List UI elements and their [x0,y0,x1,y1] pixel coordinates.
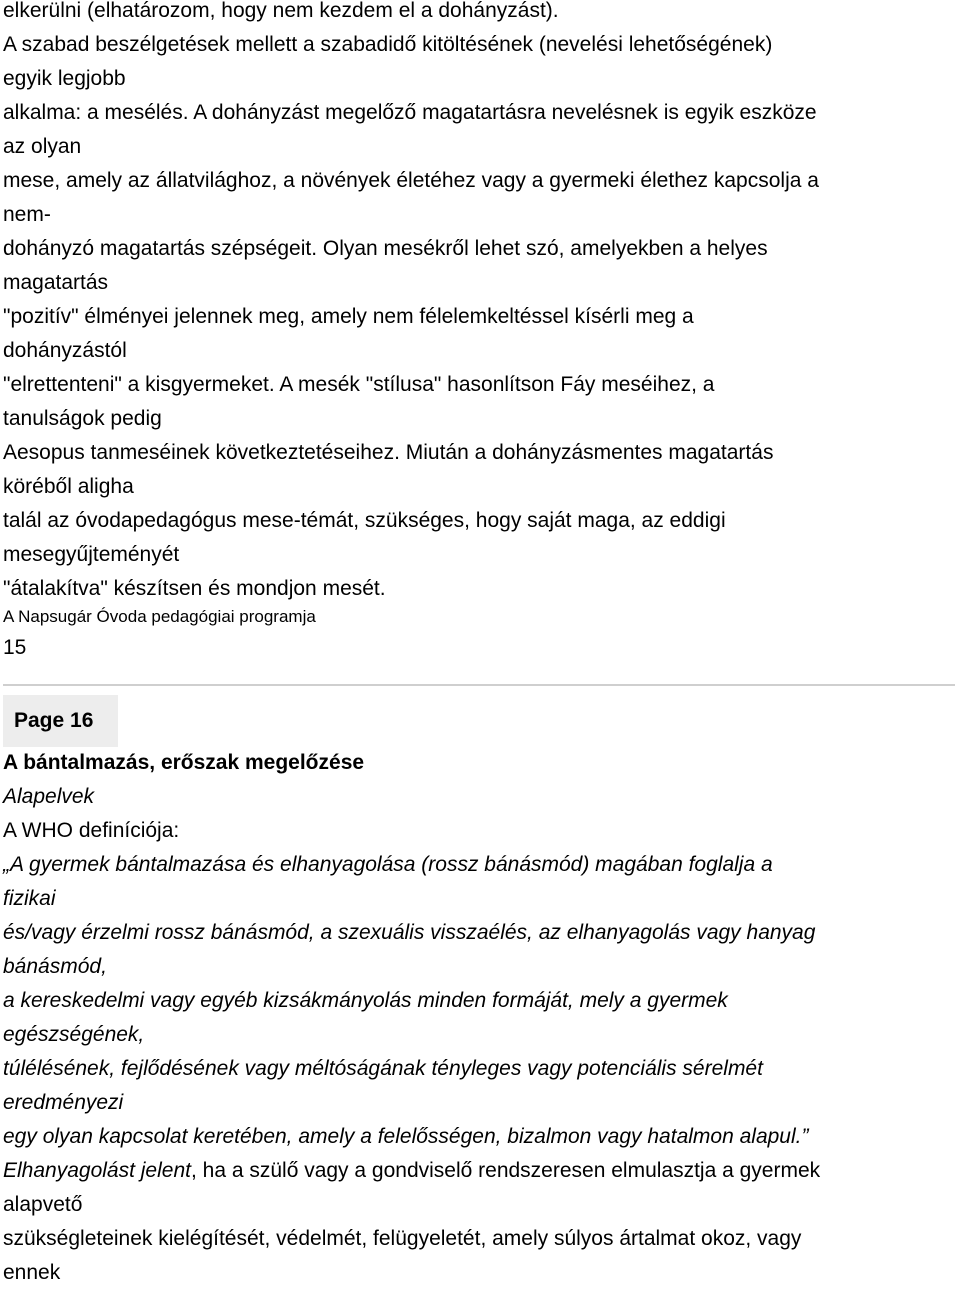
paragraph-line: egyik legjobb [3,67,126,90]
quote-line: és/vagy érzelmi rossz bánásmód, a szexuális visszaélés, az elhanyagolás vagy hanyag [3,921,816,944]
neglect-term: Elhanyagolást jelent [3,1159,191,1182]
paragraph-line: dohányzástól [3,339,127,362]
paragraph-line: alapvető [3,1193,83,1216]
section-heading: A bántalmazás, erőszak megelőzése [3,751,365,774]
section-subheading: Alapelvek [3,785,95,808]
quote-line: bánásmód, [3,955,107,978]
paragraph-line: az olyan [3,135,82,158]
page-number: 15 [3,636,27,659]
quote-line: fizikai [3,887,56,910]
quote-line: túlélésének, fejlődésének vagy méltóságának tényleges vagy potenciális sérelmét [3,1057,763,1080]
paragraph-line: mese, amely az állatvilághoz, a növények életéhez vagy a gyermeki élethez kapcsolja a [3,169,819,192]
intro-line: A WHO definíciója: [3,819,180,842]
paragraph-line: dohányzó magatartás szépségeit. Olyan mesékről lehet szó, amelyekben a helyes [3,237,768,260]
quote-line: a kereskedelmi vagy egyéb kizsákmányolás minden formáját, mely a gyermek [3,989,728,1012]
paragraph-line: A szabad beszélgetések mellett a szabadidő kitöltésének (nevelési lehetőségének) [3,33,773,56]
paragraph-line: szükségleteinek kielégítését, védelmét, felügyeletét, amely súlyos ártalmat okoz, vagy [3,1227,802,1250]
paragraph-line: ennek [3,1261,61,1284]
quote-line: eredményezi [3,1091,124,1114]
paragraph-line: nem- [3,203,51,226]
paragraph-line: "elrettenteni" a kisgyermeket. A mesék "stílusa" hasonlítson Fáy meséihez, a [3,373,715,396]
paragraph-line: tanulságok pedig [3,407,162,430]
footer-title: A Napsugár Óvoda pedagógiai programja [3,607,316,626]
paragraph-line: "átalakítva" készítsen és mondjon mesét. [3,577,386,600]
quote-line: egy olyan kapcsolat keretében, amely a felelősségen, bizalmon vagy hatalmon alapul.” [3,1125,809,1148]
paragraph-line: alkalma: a mesélés. A dohányzást megelőző magatartásra nevelésnek is egyik eszköze [3,101,817,124]
paragraph-line: mesegyűjteményét [3,543,180,566]
quote-line: egészségének, [3,1023,145,1046]
neglect-rest: , ha a szülő vagy a gondviselő rendszeresen elmulasztja a gyermek [190,1159,821,1182]
page-label: Page 16 [3,695,118,747]
paragraph-line: Aesopus tanmeséinek következtetéseihez. Miután a dohányzásmentes magatartás [3,441,774,464]
page-divider [3,684,955,686]
paragraph-line: "pozitív" élményei jelennek meg, amely nem félelemkeltéssel kísérli meg a [3,305,694,328]
paragraph-line: magatartás [3,271,109,294]
neglect-definition-line [3,1154,820,1188]
paragraph-line: elkerülni (elhatározom, hogy nem kezdem el a dohányzást). [3,0,559,22]
quote-line: „A gyermek bántalmazása és elhanyagolása (rossz bánásmód) magában foglalja a [3,853,773,876]
paragraph-line: köréből aligha [3,475,134,498]
paragraph-line: talál az óvodapedagógus mese-témát, szükséges, hogy saját maga, az eddigi [3,509,726,532]
